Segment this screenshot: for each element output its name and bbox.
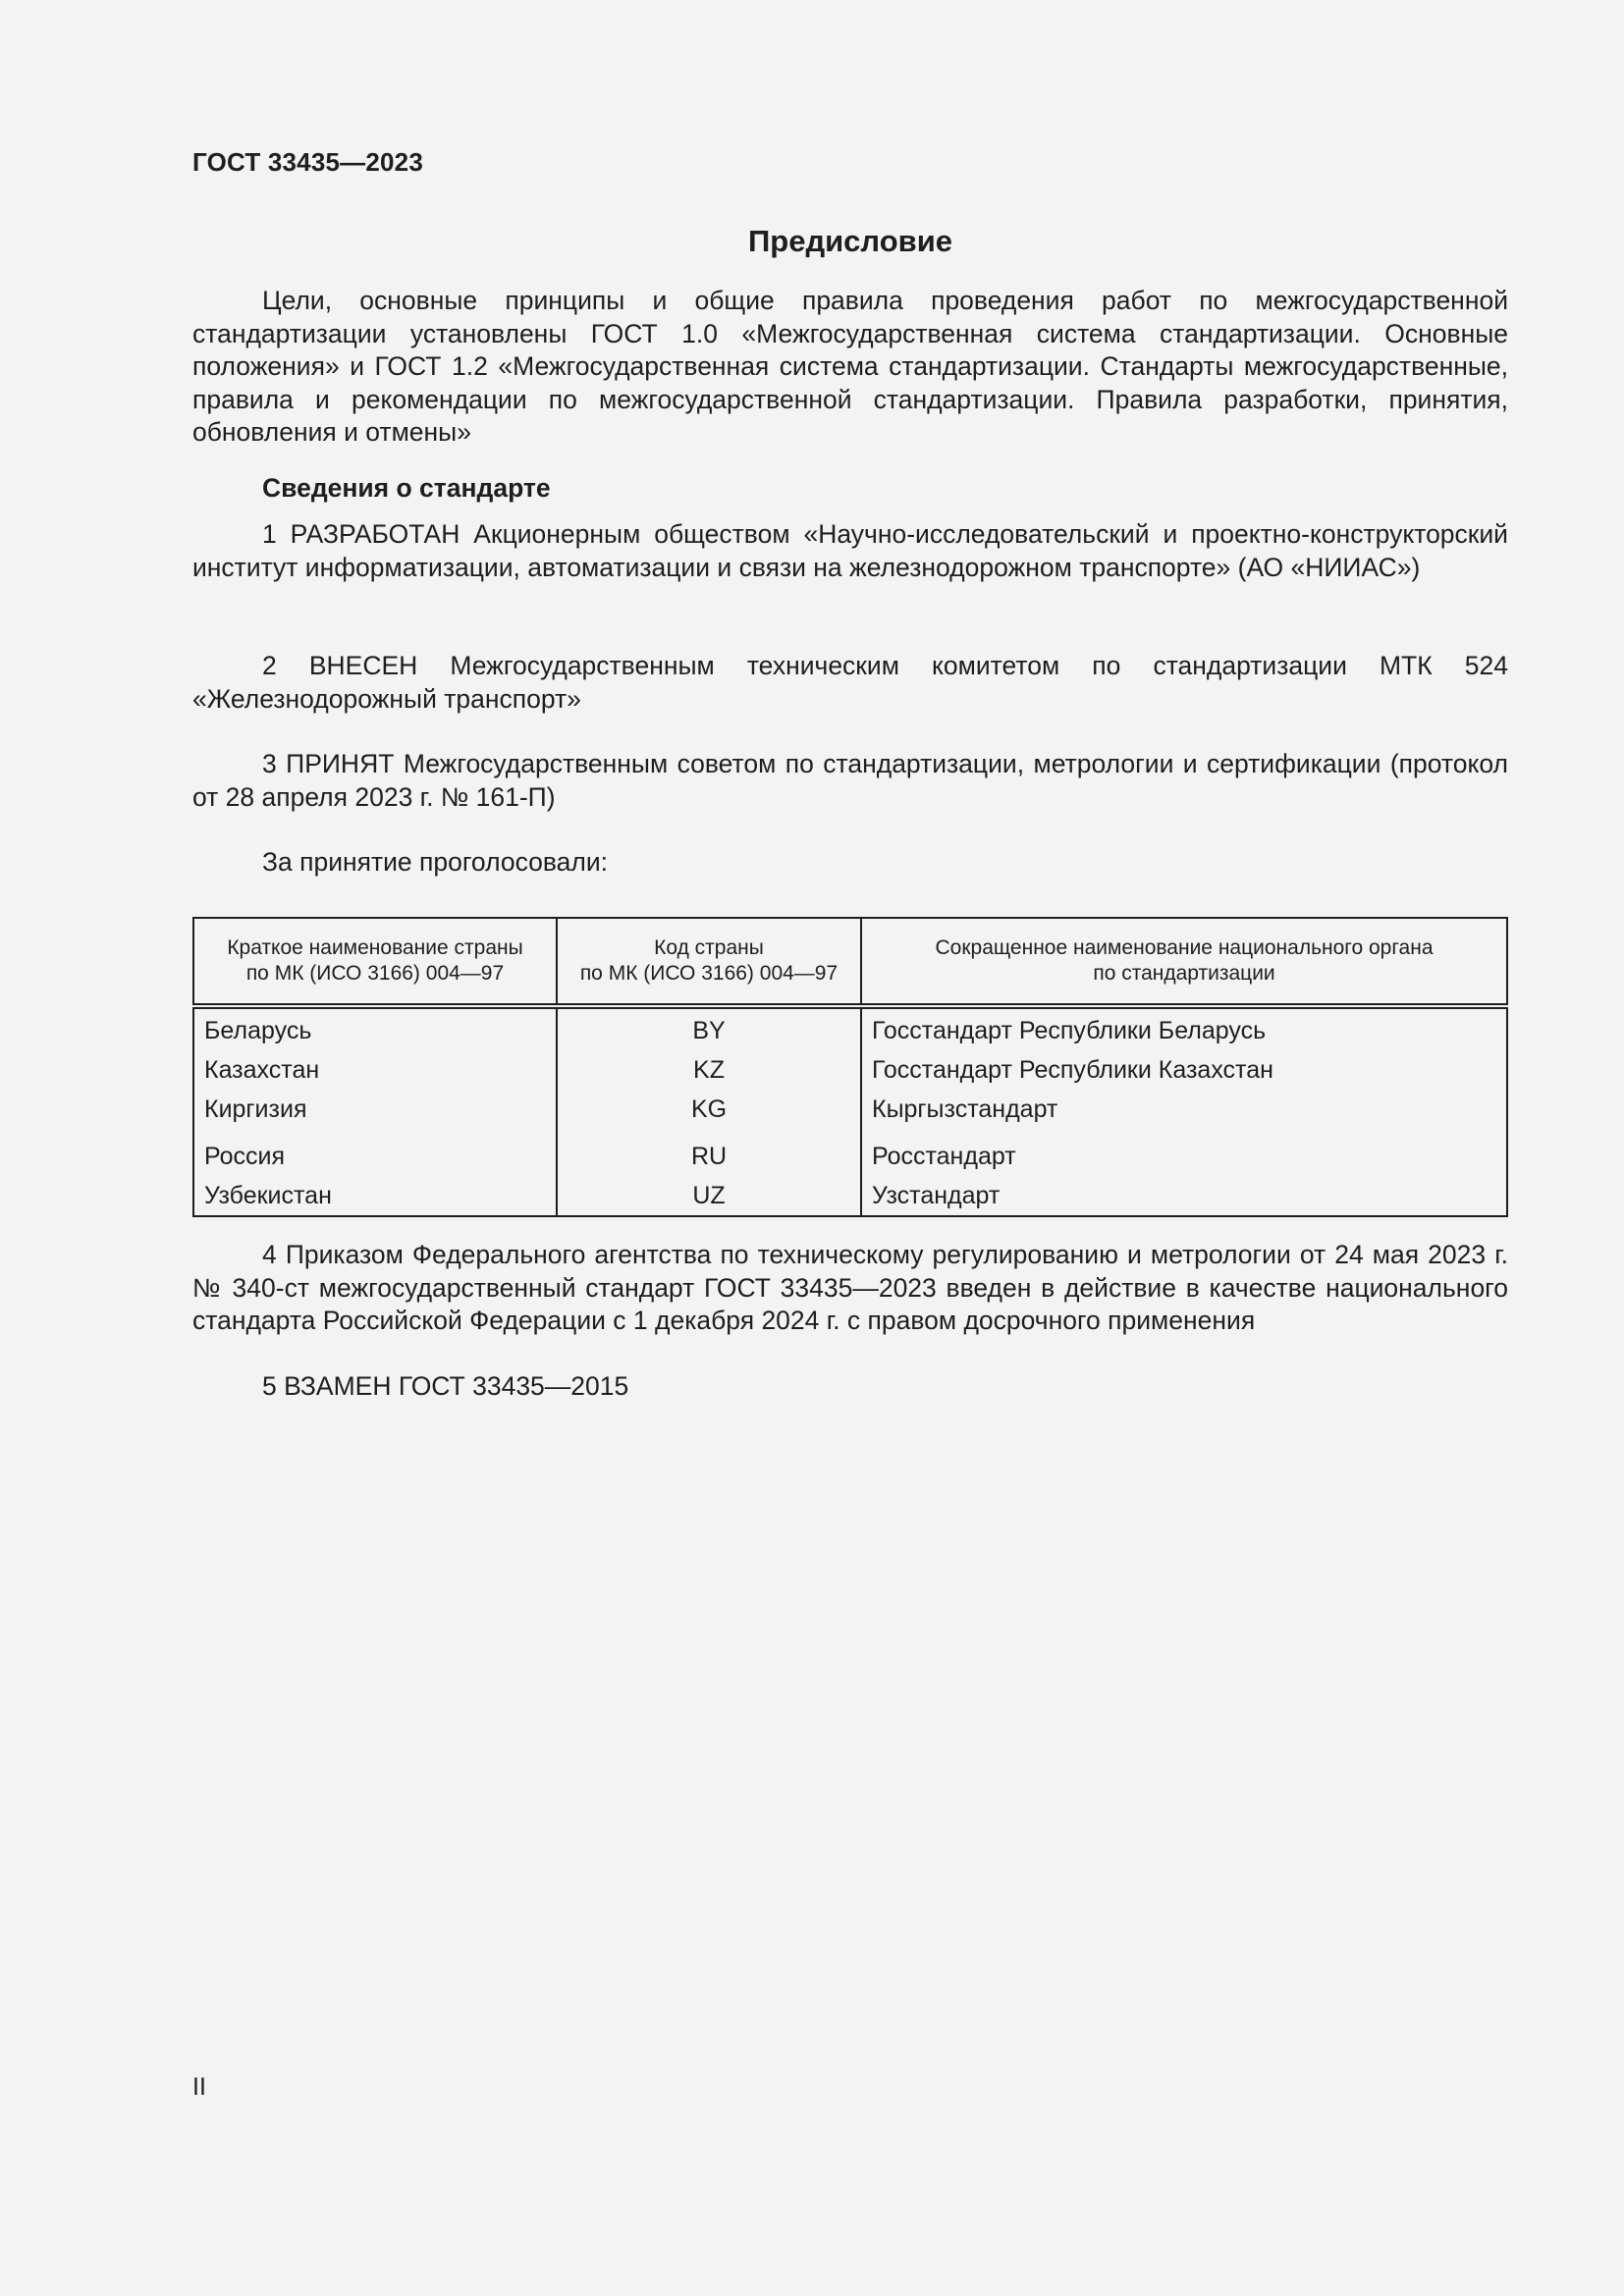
standards-body: Госстандарт Республики Беларусь: [872, 1017, 1267, 1044]
standards-body: Госстандарт Республики Казахстан: [872, 1056, 1273, 1084]
table-row: [193, 1129, 1507, 1176]
country-name: Киргизия: [193, 1090, 557, 1129]
table-row: [193, 1176, 1507, 1216]
table-row: [193, 1090, 1507, 1129]
table-row: [193, 1006, 1507, 1050]
intro-paragraph: Цели, основные принципы и общие правила проведения работ по межгосударственной стандартизации установлены ГОСТ 1.0 «Межгосударственная система стандартизации. Основные положения» и ГОСТ 1.2 «Межгосударственная система стандартизации. Стандарты межгосударственные, правила и рекомендации по межгосударственной стандартизации. Правила разработки, принятия, обновления и отмены»: [192, 286, 1508, 447]
standards-body: Росстандарт: [872, 1143, 1016, 1170]
document-code: ГОСТ 33435—2023: [192, 147, 423, 177]
item-developed: 1 РАЗРАБОТАН Акционерным обществом «Научно-исследовательский и проектно-конструкторский институт информатизации, автоматизации и связи на железнодорожном транспорте» (АО «НИИАС»): [192, 519, 1508, 582]
country-code: BY: [557, 1006, 861, 1050]
voting-countries-table: [192, 917, 1508, 1217]
header-country-name: Краткое наименование страны по МК (ИСО 3166) 004—97: [193, 918, 557, 1006]
country-name: Россия: [193, 1129, 557, 1176]
table-row: [193, 1050, 1507, 1090]
item-replaces: 5 ВЗАМЕН ГОСТ 33435—2015: [262, 1371, 629, 1401]
standards-body: Узстандарт: [872, 1182, 1001, 1209]
table-header-row: [193, 918, 1507, 1006]
item-enacted: 4 Приказом Федерального агентства по техническому регулированию и метрологии от 24 мая 2023 г. № 340-ст межгосударственный стандарт ГОСТ 33435—2023 введен в действие в качестве национального стандарта Российской Федерации с 1 декабря 2024 г. с правом досрочного применения: [192, 1240, 1508, 1335]
vote-intro: За принятие проголосовали:: [262, 847, 609, 877]
page-title: Предисловие: [747, 224, 952, 258]
section-heading: Сведения о стандарте: [262, 473, 551, 503]
header-country-code: Код страны по МК (ИСО 3166) 004—97: [557, 918, 861, 1006]
country-name: Казахстан: [193, 1050, 557, 1090]
country-code: RU: [557, 1129, 861, 1176]
header-standards-body: Сокращенное наименование национального органа по стандартизации: [861, 918, 1507, 1006]
country-code: KG: [557, 1090, 861, 1129]
item-introduced: 2 ВНЕСЕН Межгосударственным техническим комитетом по стандартизации МТК 524 «Железнодорожный транспорт»: [192, 651, 1508, 714]
standards-body: Кыргызстандарт: [872, 1095, 1058, 1123]
country-code: UZ: [557, 1176, 861, 1216]
country-code: KZ: [557, 1050, 861, 1090]
item-adopted: 3 ПРИНЯТ Межгосударственным советом по стандартизации, метрологии и сертификации (протокол от 28 апреля 2023 г. № 161-П): [192, 749, 1508, 812]
country-name: Беларусь: [193, 1006, 557, 1050]
country-name: Узбекистан: [193, 1176, 557, 1216]
page-number: II: [192, 2073, 206, 2101]
